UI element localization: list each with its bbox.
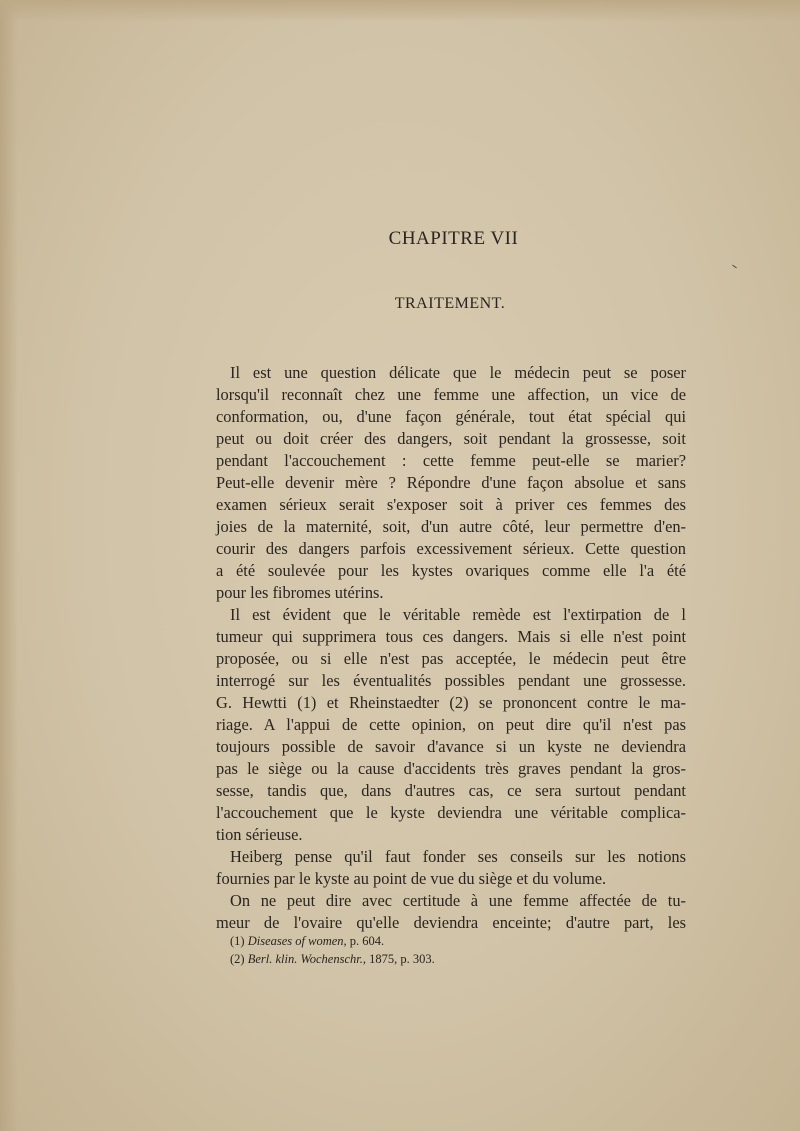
text-line: Peut-elle devenir mère ? Répondre d'une façon absolue et sans — [216, 473, 686, 492]
text-line: Heiberg pense qu'il faut fonder ses conseils sur les notions — [230, 847, 686, 866]
text-line: interrogé sur les éventualités possibles pendant une grossesse. — [216, 671, 686, 690]
footnote-page: 1875, p. 303. — [365, 952, 435, 966]
page-top-shadow — [0, 0, 800, 22]
text-line: lorsqu'il reconnaît chez une femme une affection, un vice de — [216, 385, 686, 404]
footnote-number: (2) — [230, 952, 245, 966]
section-heading: TRAITEMENT. — [394, 295, 506, 312]
ink-speck — [732, 265, 737, 269]
text-line: l'accouchement que le kyste deviendra une véritable complica- — [216, 803, 686, 822]
text-line: joies de la maternité, soit, d'un autre côté, leur permettre d'en- — [216, 517, 686, 536]
text-line: riage. A l'appui de cette opinion, on peut dire qu'il n'est pas — [216, 715, 686, 734]
text-line: tumeur qui supprimera tous ces dangers. Mais si elle n'est point — [216, 627, 686, 646]
page-edge-shadow — [0, 0, 18, 1131]
chapter-title: CHAPITRE VII — [388, 228, 519, 249]
footnote — [230, 932, 670, 950]
body-text — [216, 362, 686, 934]
text-line: G. Hewtti (1) et Rheinstaedter (2) se prononcent contre le ma- — [216, 693, 686, 712]
text-line: examen sérieux serait s'exposer soit à priver ces femmes des — [216, 495, 686, 514]
text-line: Il est une question délicate que le médecin peut se poser — [230, 363, 686, 382]
text-line: meur de l'ovaire qu'elle deviendra enceinte; d'autre part, les — [216, 913, 686, 932]
text-line: peut ou doit créer des dangers, soit pendant la grossesse, soit — [216, 429, 686, 448]
text-line: toujours possible de savoir d'avance si un kyste ne deviendra — [216, 737, 686, 756]
text-line: pendant l'accouchement : cette femme peut-elle se marier? — [216, 451, 686, 470]
footnote — [230, 950, 670, 968]
footnote-source: Berl. klin. Wochenschr., — [247, 952, 366, 966]
text-line: proposée, ou si elle n'est pas acceptée, le médecin peut être — [216, 649, 686, 668]
footnote-page: p. 604. — [346, 934, 385, 948]
text-line: fournies par le kyste au point de vue du siège et du volume. — [216, 869, 607, 888]
footnote-number: (1) — [230, 934, 245, 948]
text-line: On ne peut dire avec certitude à une femme affectée de tu- — [230, 891, 686, 910]
text-line: tion sérieuse. — [216, 825, 303, 844]
text-line: conformation, ou, d'une façon générale, tout état spécial qui — [216, 407, 686, 426]
text-line: pas le siège ou la cause d'accidents très graves pendant la gros- — [216, 759, 686, 778]
footnote-source: Diseases of women, — [247, 934, 347, 948]
text-line: courir des dangers parfois excessivement sérieux. Cette question — [216, 539, 686, 558]
text-line: Il est évident que le véritable remède est l'extirpation de l — [230, 605, 686, 624]
text-line: a été soulevée pour les kystes ovariques comme elle l'a été — [216, 561, 686, 580]
text-line: pour les fibromes utérins. — [216, 583, 384, 602]
footnotes — [230, 932, 670, 968]
text-line: sesse, tandis que, dans d'autres cas, ce sera surtout pendant — [216, 781, 686, 800]
